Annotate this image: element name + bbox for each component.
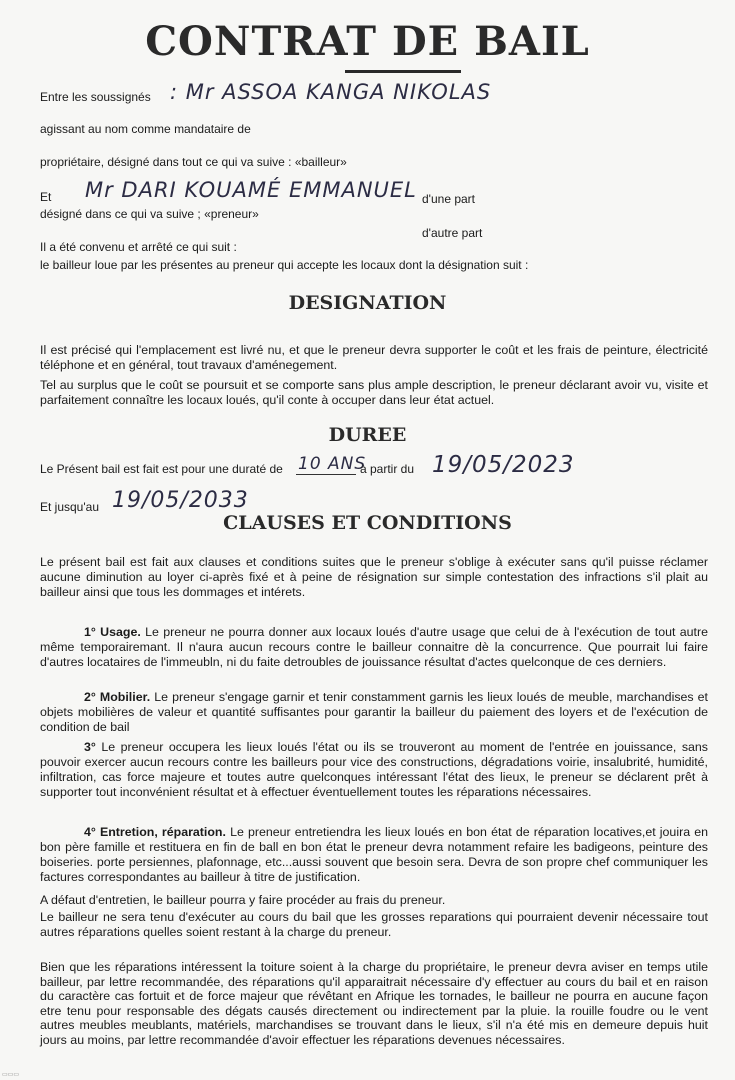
duree-value-handwritten: 10 ANS (298, 454, 367, 474)
autre-part-text: d'autre part (422, 226, 483, 240)
duree-heading: DUREE (328, 424, 407, 446)
clause-entretien-grosses-reparations: Le bailleur ne sera tenu d'exécuter au cours du bail que les grosses reparations qui pourraient devenir nécessaire tout autres réparations quelles soient restant à la charge du preneur. (40, 910, 708, 939)
clause-entretien-defaut: A défaut d'entretien, le bailleur pourra y faire procéder au frais du preneur. (40, 893, 446, 907)
preneur-name-handwritten: Mr DARI KOUAMÉ EMMANUEL (85, 178, 417, 202)
bailleur-name-handwritten: : Mr ASSOA KANGA NIKOLAS (170, 80, 492, 104)
clause-usage-title: 1° Usage. (84, 625, 141, 639)
a-partir-label: à partir du (360, 462, 415, 476)
designe-preneur-text: désigné dans ce qui va suive ; «preneur» (40, 207, 259, 221)
clause-mobilier-title: 2° Mobilier. (84, 690, 151, 704)
une-part-text: d'une part (422, 192, 475, 206)
proprietaire-text: propriétaire, désigné dans tout ce qui va suive : «bailleur» (40, 155, 347, 169)
clause-mobilier (40, 690, 708, 735)
clause-toiture-final: Bien que les réparations intéressent la toiture soient à la charge du propriétaire, le preneur devra aviser en temps utile bailleur, par lettre recommandée, des réparations qu'il apparaitrait nécessaire d'y effectuer au cours du bail et en raison du caractère cas fortuit et de force majeur que révêtant en Afrique les tornades, le bailleur ne pourra en aucune façon etre tenu pour responsable des dégats causés directement ou indirectement par la pluie. la rouille foudre ou le vent autres meubles meublants, matériels, marchandises se trouvant dans le lieux, s'il n'a été mis en demeure depuis huit jours au moins, par lettre recommandée d'avoir effectuer les réparations devenues nécessaires. (40, 960, 708, 1047)
clause-entretien (40, 825, 708, 885)
clause-entretien-text: Le preneur entretiendra les lieux loués en bon état de réparation locatives,et jouira en bon père famille et restituera en fin de ball en bon état le preneur devra notamment refaire les badigeons, peinture des boiseries. porte persiennes, plafonnage, etc...aussi souvent que besoin sera. Devra de son propre chef communiquer les factures correspondantes au bailleur à titre de justification. (40, 825, 708, 884)
clauses-heading: CLAUSES ET CONDITIONS (223, 512, 512, 534)
agissant-text: agissant au nom comme mandataire de (40, 122, 251, 136)
entre-label: Entre les soussignés (40, 90, 151, 104)
scanner-watermark-icon: ▭▭▭ (2, 1072, 20, 1078)
clause-entretien-title: 4° Entretion, réparation. (84, 825, 226, 839)
clause-etat-lieux (40, 740, 708, 800)
designation-heading: DESIGNATION (288, 292, 447, 314)
jusquau-label: Et jusqu'au (40, 500, 99, 514)
clause-etat-lieux-text: Le preneur occupera les lieux loués l'état ou ils se trouveront au moment de l'entrée en jouissance, sans pouvoir exercer aucun recours contre les bailleurs pour vice des constructions, dégradations voirie, insalubrité, humidité, infiltration, cas force majeure et toutes autre quelconques intéressant l'état des lieux, le preneur se déclarent prêt à supporter tout inconvénient résultat et à effectuer éventuellement toutes les réparations nécessaires. (40, 740, 708, 799)
duree-underline (296, 474, 356, 475)
clauses-intro: Le présent bail est fait aux clauses et conditions suites que le preneur s'oblige à exécuter sans qu'il puisse réclamer aucune diminution au loyer ci-après fixé et à peine de résignation sur simple contestation des infractions s'il plait au bailleur ainsi que tous les dommages et intérets. (40, 555, 708, 599)
clause-mobilier-text: Le preneur s'engage garnir et tenir constamment garnis les lieux loués de meuble, marchandises et objets mobilières de valeur et quantité suffisantes pour garantir la bailleur du paiement des loyers et de l'exécution de condition de bail (40, 690, 709, 734)
title-underline (345, 70, 461, 73)
clause-usage (40, 625, 708, 670)
bailleur-loue-text: le bailleur loue par les présentes au preneur qui accepte les locaux dont la désignation suit : (40, 258, 529, 272)
convenu-text: Il a été convenu et arrêté ce qui suit : (40, 240, 237, 254)
clause-etat-lieux-title: 3° (84, 740, 96, 754)
start-date-handwritten: 19/05/2023 (432, 452, 575, 478)
duree-line-label: Le Présent bail est fait est pour une duraté de (40, 462, 283, 476)
et-label: Et (40, 190, 52, 204)
end-date-handwritten: 19/05/2033 (112, 488, 249, 513)
clause-usage-text: Le preneur ne pourra donner aux locaux loués d'autre usage que celui de à l'exécution de tout autre même temporairemant. Il n'aura aucun recours contre le bailleur connaitre dè la concurrence. Que pourrait lui faire d'autres locataires de l'immeubln, ni du faite detroubles de jouissance résultat d'actes quelconque de ces derniers. (40, 625, 708, 669)
document-title: CONTRAT DE BAIL (145, 18, 590, 65)
designation-paragraph-2: Tel au surplus que le coût se poursuit et se comporte sans plus ample description, le preneur déclarant avoir vu, visite et parfaitement connaître les locaux loués, qu'il conte à occuper dans leur état actuel. (40, 378, 708, 407)
designation-paragraph-1: Il est précisé qui l'emplacement est livré nu, et que le preneur devra supporter le coût et les frais de peinture, électricité téléphone et en général, tout travaux d'aménegement. (40, 343, 708, 372)
